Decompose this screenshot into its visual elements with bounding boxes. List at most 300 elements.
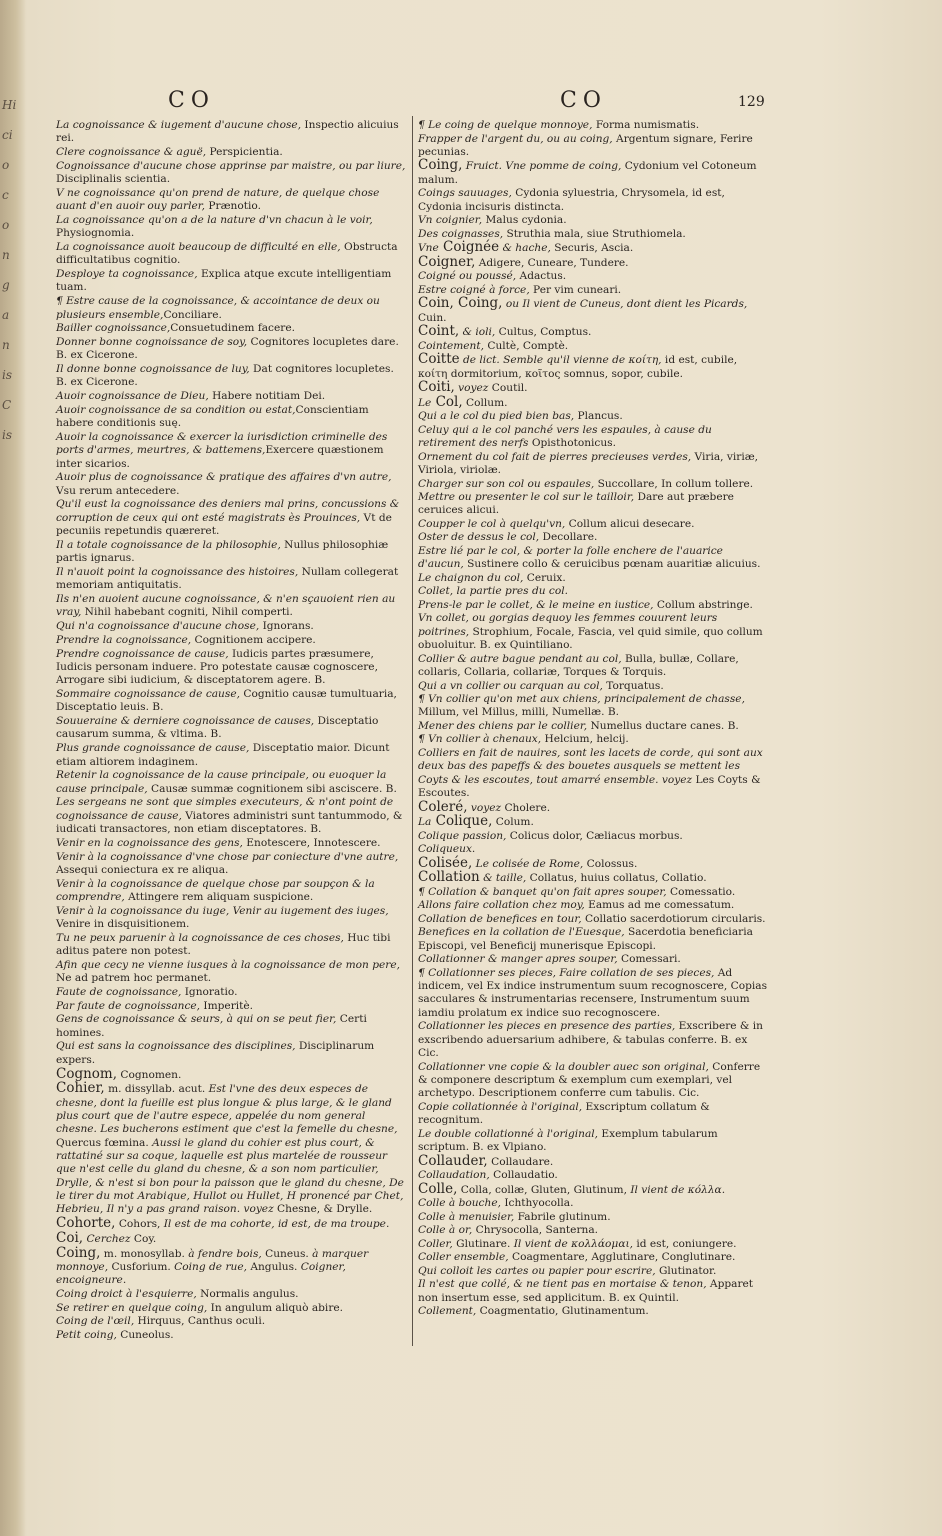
dictionary-entry: [418, 119, 768, 132]
headword: Colisée,: [418, 854, 473, 871]
spine-fragment: C: [2, 398, 12, 412]
dictionary-entry: [56, 1000, 408, 1013]
latin-text: Vt de pecuniis repetundis quæreret.: [56, 511, 392, 538]
french-text: Souueraine & derniere cognoissance de causes,: [56, 715, 315, 728]
latin-text: Disciplinalis scientia.: [56, 173, 171, 186]
latin-text: Sustinere collo & ceruicibus pœnam auaritiæ alicuius.: [463, 558, 761, 571]
headword: Coi,: [56, 1229, 84, 1246]
spine-fragment: o: [2, 218, 10, 232]
french-text: Ornement du col fait de pierres precieuses verdes,: [418, 450, 692, 463]
latin-text: Viatores administri sunt tantummodo, & iudicati transactores, non etiam disceptatores. B.: [56, 809, 403, 836]
french-text: ¶ Vn collier à chenaux,: [418, 733, 542, 746]
latin-text: Cognitionem accipere.: [191, 633, 316, 646]
french-text: Sommaire cognoissance de cause,: [56, 688, 240, 701]
dictionary-entry: [418, 531, 768, 544]
latin-text: Cuin.: [418, 311, 447, 324]
latin-text: Malus cydonia.: [482, 214, 567, 227]
french-text: Venir en la cognoissance des gens,: [56, 836, 243, 849]
dictionary-entry: [418, 1101, 768, 1128]
latin-text: Disceptatio maior. Dicunt etiam altiorem indaginem.: [56, 742, 390, 768]
latin-text: Coutil.: [488, 382, 528, 395]
dictionary-entry: [56, 471, 408, 498]
french-text: Coliqueux.: [418, 843, 476, 856]
french-text: & taille,: [479, 872, 527, 885]
dictionary-entry: [418, 270, 768, 283]
french-text: Collationner vne copie & la doubler auec son original,: [418, 1060, 709, 1073]
latin-text: Inspectio alicuius rei.: [56, 119, 399, 145]
french-text: Collation de benefices en tour,: [418, 912, 582, 925]
dictionary-entry: [418, 1197, 768, 1210]
headword: Coing,: [453, 295, 503, 312]
latin-text: Conscientiam habere conditionis suę.: [56, 403, 369, 430]
dictionary-entry: [418, 1278, 768, 1305]
french-text: Frapper de l'argent du, ou au coing,: [418, 132, 613, 145]
column-divider: [412, 116, 413, 1346]
latin-text: Helcium, helcij.: [541, 733, 629, 746]
french-text: Colle à bouche,: [418, 1197, 501, 1210]
french-text: Mener des chiens par le collier,: [418, 719, 588, 732]
french-text: ¶ Collationner ses pieces, Faire collation de ses pieces,: [418, 966, 715, 979]
dictionary-entry: [418, 381, 768, 395]
dictionary-entry: [418, 491, 768, 518]
latin-text: Securis, Ascia.: [550, 242, 634, 255]
french-text: Vne: [418, 242, 439, 255]
latin-text: Dare aut præbere ceruices alicui.: [418, 491, 734, 517]
dictionary-entry: [56, 295, 408, 322]
french-text: Colle à menuisier,: [418, 1210, 515, 1223]
latin-text: Numellus ductare canes. B.: [587, 719, 739, 732]
latin-text: m. monosyllab.: [100, 1247, 185, 1260]
latin-text: Huc tibi aditus patere non potest.: [56, 931, 391, 958]
french-text: Il est de ma cohorte, id est, de ma troupe.: [160, 1218, 390, 1231]
french-text: La cognoissance & iugement d'aucune chose,: [56, 119, 302, 131]
latin-text: Collatio sacerdotiorum circularis.: [581, 912, 766, 925]
latin-text: Les Coyts & Escoutes.: [418, 773, 761, 800]
latin-text: Succollare, In collum tollere.: [594, 477, 754, 490]
dictionary-entry: [56, 1315, 408, 1328]
latin-text: Bulla, bullæ, Collare, collaris, Collaria, collariæ, Torques & Torquis.: [418, 652, 739, 678]
latin-text: Consuetudinem facere.: [170, 322, 295, 335]
dictionary-entry: [418, 871, 768, 885]
dictionary-entry: [418, 967, 768, 1020]
french-text: Venir à la cognoissance d'vne chose par coniecture d'vne autre,: [56, 850, 399, 863]
dictionary-entry: [418, 693, 768, 720]
dictionary-entry: [418, 451, 768, 478]
french-text: Charger sur son col ou espaules,: [418, 477, 595, 490]
latin-text: Viria, viriæ, Viriola, viriolæ.: [418, 450, 759, 476]
spine-fragment: n: [2, 338, 10, 352]
dictionary-entry: [56, 1013, 408, 1040]
latin-text: Decollare.: [539, 531, 598, 544]
latin-text: Cuneus.: [261, 1247, 309, 1260]
dictionary-entry: [56, 119, 408, 146]
dictionary-entry: [56, 539, 408, 566]
page-number: 129: [738, 94, 765, 110]
headword: Coing,: [56, 1244, 101, 1261]
latin-text: Conferre & componere descriptum & exemplum cum exemplari, vel archetypo. Descriptionem conferre cum tabulis. Cic.: [418, 1060, 761, 1100]
latin-text: Exemplum tabularum scriptum. B. ex Vlpiano.: [418, 1127, 718, 1153]
dictionary-entry: [56, 851, 408, 878]
dictionary-entry: [56, 214, 408, 241]
french-text: Allons faire collation chez moy,: [418, 899, 585, 912]
latin-text: Ne ad patrem hoc permanet.: [56, 972, 212, 985]
latin-text: Collum alicui desecare.: [565, 517, 695, 530]
french-text: Tu ne peux paruenir à la cognoissance de ces choses,: [56, 931, 344, 944]
dictionary-entry: [56, 688, 408, 715]
french-text: voyez: [454, 382, 489, 395]
french-text: Aussi le gland du cohier est plus court, & rattatiné sur sa coque, laquelle est plus martelée de rousseur que n'est celle du gland du chesne, & a son nom particulier, Drylle, & n'est si bon pour la paisson que le gland du chesne, De le tirer du mot Arabique, Hullot ou Hullet, H pronencé par Chet, Hebrieu, Il n'y a pas grand raison. voyez: [56, 1136, 404, 1216]
french-text: Colliers en fait de nauires, sont les lacets de corde, qui sont aux deux bas des papeffs & des bouetes ausquels se mettent les Coyts & les escoutes, tout amarré ensemble. voyez: [418, 747, 763, 786]
dictionary-entry: [418, 410, 768, 423]
latin-text: Cognitio causæ tumultuaria, Disceptatio leuis. B.: [56, 688, 397, 714]
latin-text: Per vim cuneari.: [529, 283, 622, 296]
dictionary-entry: [418, 1251, 768, 1264]
spine-fragment: n: [2, 248, 10, 262]
dictionary-entry: [418, 1169, 768, 1182]
latin-text: Disciplinarum expers.: [56, 1040, 375, 1066]
french-text: Le chaignon du col,: [418, 571, 524, 584]
dictionary-entry: [418, 159, 768, 187]
dictionary-entry: [418, 680, 768, 693]
dictionary-entry: [56, 390, 408, 403]
latin-text: Chesne, & Drylle.: [273, 1203, 373, 1216]
latin-text: Vsu rerum antecedere.: [56, 484, 180, 497]
latin-text: Collatus, huius collatus, Collatio.: [526, 872, 707, 885]
french-text: Coller ensemble,: [418, 1251, 509, 1264]
latin-text: Cydonia syluestria, Chrysomela, id est, Cydonia incisuris distincta.: [418, 187, 725, 213]
latin-text: Normalis angulus.: [196, 1287, 299, 1300]
french-text: V ne cognoissance qu'on prend de nature, de quelque chose auant d'en auoir ouy parler,: [56, 186, 380, 213]
latin-text: Coy.: [130, 1232, 157, 1245]
dictionary-entry: [418, 572, 768, 585]
dictionary-entry: [56, 1288, 408, 1301]
latin-text: Prænotio.: [205, 200, 261, 213]
dictionary-entry: [56, 1082, 408, 1216]
french-text: Collationner & manger apres souper,: [418, 953, 618, 966]
dictionary-entry: [56, 620, 408, 633]
headword: Collauder,: [418, 1152, 488, 1169]
latin-text: Attingere rem aliquam suspicione.: [124, 890, 314, 903]
french-text: Les sergeans ne sont que simples executeurs, & n'ont point de cognoissance de cause,: [56, 796, 394, 822]
latin-text: id est, coniungere.: [633, 1237, 737, 1250]
french-text: ¶ Estre cause de la cognoissance, & accointance de deux ou plusieurs ensemble,: [56, 295, 380, 321]
dictionary-entry: [56, 1302, 408, 1315]
latin-text: Ignorans.: [259, 620, 314, 633]
latin-text: Colossus.: [583, 857, 638, 870]
latin-text: Collaudatio.: [489, 1169, 558, 1182]
latin-text: Fabrile glutinum.: [514, 1210, 611, 1223]
dictionary-entry: [56, 1217, 408, 1231]
french-text: Coigné ou poussé,: [418, 270, 517, 283]
dictionary-entry: [418, 253, 768, 270]
french-text: La cognoissance auoit beaucoup de difficulté en elle,: [56, 241, 341, 254]
dictionary-entry: [418, 1238, 768, 1251]
french-text: Venir à la cognoissance du iuge, Venir au iugement des iuges,: [56, 904, 389, 917]
dictionary-entry: [418, 545, 768, 572]
latin-text: Collaudare.: [487, 1155, 554, 1168]
spine-fragment: o: [2, 158, 10, 172]
dictionary-entry: [418, 478, 768, 491]
dictionary-entry: [56, 1040, 408, 1067]
latin-text: Iudicis partes præsumere, Iudicis personam induere. Pro potestate causæ cognoscere, Arrogare sibi iudicium, & disceptatorem agere. B.: [56, 647, 378, 687]
dictionary-entry: [56, 241, 408, 268]
latin-text: Dat cognitores locupletes. B. ex Cicerone.: [56, 363, 394, 389]
dictionary-entry: [418, 926, 768, 953]
french-text: Faute de cognoissance,: [56, 985, 182, 998]
headword: Collation: [418, 869, 480, 886]
dictionary-entry: [56, 634, 408, 647]
dictionary-entry: [418, 653, 768, 680]
french-text: Collier & autre bague pendant au col,: [418, 652, 622, 665]
french-text: Auoir la cognoissance & exercer la iurisdiction criminelle des ports d'armes, meurtres, & battemens,: [56, 430, 388, 457]
french-text: Bailler cognoissance,: [56, 322, 171, 335]
french-text: Gens de cognoissance & seurs, à qui on se peut fier,: [56, 1013, 337, 1026]
latin-text: Cultus, Comptus.: [495, 326, 592, 339]
dictionary-entry: [418, 599, 768, 612]
latin-text: Nullus philosophiæ partis ignarus.: [56, 538, 389, 565]
french-text: ¶ Collation & banquet qu'on fait apres souper,: [418, 885, 667, 898]
latin-text: Sacerdotia beneficiaria Episcopi, vel Beneficij munerisque Episcopi.: [418, 926, 753, 952]
french-text: Ils n'en auoient aucune cognoissance, & n'en sçauoient rien au vray,: [56, 593, 396, 619]
dictionary-entry: [418, 518, 768, 531]
french-text: Il vient de κόλλα.: [626, 1183, 726, 1196]
latin-text: Torquatus.: [602, 679, 664, 692]
latin-text: m. dissyllab. acut.: [104, 1083, 206, 1096]
dictionary-entry: [56, 837, 408, 850]
latin-text: Perspicientia.: [206, 146, 283, 159]
dictionary-entry: [56, 404, 408, 431]
headword: Coitte: [418, 351, 460, 368]
french-text: Collet, la partie pres du col.: [418, 585, 568, 598]
latin-text: Coagmentatio, Glutinamentum.: [476, 1305, 649, 1318]
french-text: Estre coigné à force,: [418, 283, 530, 296]
dictionary-entry: [56, 905, 408, 932]
french-text: Plus grande cognoissance de cause,: [56, 742, 250, 755]
french-text: Il vient de κολλάομαι,: [510, 1237, 633, 1250]
latin-text: Explica atque excute intelligentiam tuam.: [56, 268, 392, 294]
french-text: Prendre cognoissance de cause,: [56, 647, 229, 660]
latin-text: Argentum signare, Ferire pecunias.: [418, 132, 753, 158]
french-text: & ioli,: [459, 326, 496, 339]
french-text: Le colisée de Rome,: [472, 857, 584, 870]
latin-text: Colla, collæ, Gluten, Glutinum,: [457, 1183, 627, 1196]
dictionary-entry: [418, 1211, 768, 1224]
french-text: Il donne bonne cognoissance de luy,: [56, 363, 250, 376]
latin-text: Exercere quæstionem inter sicarios.: [56, 444, 384, 470]
french-text: Coing droict à l'esquierre,: [56, 1287, 197, 1300]
dictionary-entry: [56, 268, 408, 295]
latin-text: Angulus.: [246, 1260, 298, 1273]
dictionary-entry: [418, 187, 768, 214]
latin-text: Collum abstringe.: [653, 598, 753, 611]
left-column: [56, 119, 408, 1343]
french-text: Auoir plus de cognoissance & pratique des affaires d'vn autre,: [56, 471, 392, 484]
latin-text: Cultè, Comptè.: [483, 339, 569, 352]
headword: Cohier,: [56, 1080, 105, 1097]
french-text: Petit coing,: [56, 1329, 117, 1342]
latin-text: Coagmentare, Agglutinare, Conglutinare.: [508, 1251, 736, 1264]
latin-text: Opisthotonicus.: [528, 437, 616, 450]
french-text: Coigner, encoigneure.: [56, 1260, 346, 1287]
french-text: Des coignasses,: [418, 227, 504, 240]
dictionary-entry: [56, 1329, 408, 1342]
french-text: Qui est sans la cognoissance des disciplines,: [56, 1040, 296, 1053]
latin-text: Millum, vel Millus, milli, Numellæ. B.: [418, 706, 619, 719]
headword: Coing,: [418, 157, 463, 174]
french-text: Cointement,: [418, 339, 484, 352]
headword: Cognom,: [56, 1065, 118, 1082]
french-text: Collement,: [418, 1305, 477, 1318]
french-text: Celuy qui a le col panché vers les espaules, à cause du retirement des nerfs: [418, 423, 712, 450]
french-text: Prens-le par le collet, & le meine en iustice,: [418, 598, 654, 611]
latin-text: Physiognomia.: [56, 227, 135, 240]
latin-text: Apparet non insertum esse, sed applicitum. B. ex Quintil.: [418, 1278, 754, 1304]
latin-text: Enotescere, Innotescere.: [242, 836, 381, 849]
headword: Col,: [431, 393, 463, 410]
dictionary-entry: [418, 720, 768, 733]
spine-fragment: ci: [2, 128, 13, 142]
dictionary-entry: [56, 932, 408, 959]
french-text: de lict. Semble qu'il vienne de κοίτη,: [459, 354, 662, 367]
latin-text: Colicus dolor, Cæliacus morbus.: [506, 829, 683, 842]
latin-text: Adactus.: [516, 270, 567, 283]
dictionary-entry: [418, 733, 768, 746]
latin-text: Ceruix.: [523, 571, 566, 584]
french-text: Benefices en la collation de l'Euesque,: [418, 926, 625, 939]
french-text: Coings sauuages,: [418, 187, 512, 200]
latin-text: Habere notitiam Dei.: [208, 390, 326, 403]
dictionary-entry: [56, 498, 408, 538]
latin-text: Cohors,: [115, 1218, 161, 1231]
latin-text: Eamus ad me comessatum.: [584, 899, 735, 912]
dictionary-entry: [418, 1265, 768, 1278]
latin-text: Cuneolus.: [116, 1329, 174, 1342]
dictionary-entry: [418, 1020, 768, 1060]
french-text: La cognoissance qu'on a de la nature d'vn chacun à le voir,: [56, 213, 373, 226]
dictionary-entry: [56, 363, 408, 390]
dictionary-entry: [418, 1224, 768, 1237]
dictionary-entry: [418, 133, 768, 160]
headword: Coin,: [418, 295, 454, 312]
dictionary-entry: [418, 393, 768, 410]
latin-text: Ichthyocolla.: [500, 1197, 574, 1210]
dictionary-entry: [56, 1244, 408, 1288]
dictionary-entry: [418, 340, 768, 353]
dictionary-entry: [56, 959, 408, 986]
spine-fragment: a: [2, 308, 10, 322]
french-text: Coupper le col à quelqu'vn,: [418, 517, 566, 530]
latin-text: Colum.: [492, 816, 534, 829]
dictionary-entry: [418, 1128, 768, 1155]
french-text: Fruict. Vne pomme de coing,: [462, 160, 622, 173]
latin-text: In angulum aliquò abire.: [207, 1301, 344, 1314]
dictionary-entry: [418, 1061, 768, 1101]
latin-text: Exscribere & in exscribendo aduersarium adhibere, & tabulas conferre. B. ex Cic.: [418, 1020, 763, 1059]
dictionary-entry: [56, 878, 408, 905]
latin-text: Ignoratio.: [181, 985, 238, 998]
dictionary-entry: [418, 830, 768, 843]
latin-text: Adigere, Cuneare, Tundere.: [475, 256, 629, 269]
latin-text: Chrysocolla, Santerna.: [472, 1224, 599, 1237]
french-text: Qui a vn collier ou carquan au col,: [418, 679, 603, 692]
headword: Coleré,: [418, 798, 468, 815]
french-text: Il n'auoit point la cognoissance des histoires,: [56, 565, 299, 578]
french-text: Collationner les pieces en presence des parties,: [418, 1020, 676, 1033]
french-text: Le double collationné à l'original,: [418, 1127, 599, 1140]
latin-text: Assequi coniectura ex re aliqua.: [56, 863, 229, 876]
dictionary-entry: [56, 160, 408, 187]
latin-text: Obstructa difficultatibus cognitio.: [56, 241, 398, 267]
latin-text: Cydonium vel Cotoneum malum.: [418, 160, 757, 186]
french-text: ou: [502, 298, 520, 311]
latin-text: Nihil habebant cogniti, Nihil comperti.: [81, 606, 293, 619]
french-text: Venir à la cognoissance de quelque chose par soupçon & la comprendre,: [56, 877, 375, 903]
french-text: Auoir cognoissance de sa condition ou estat,: [56, 403, 296, 416]
latin-text: Nullam collegerat memoriam antiquitatis.: [56, 565, 399, 592]
french-text: Clere cognoissance & aguë,: [56, 146, 207, 159]
french-text: Cerchez: [83, 1232, 131, 1245]
french-text: Qui a le col du pied bien bas,: [418, 410, 575, 423]
dictionary-entry: [56, 1229, 408, 1246]
dictionary-entry: [418, 1180, 768, 1197]
running-head-left: CO: [168, 88, 215, 113]
latin-text: Comessari.: [617, 953, 681, 966]
page-gutter: [0, 0, 26, 1536]
dictionary-entry: [56, 322, 408, 335]
dictionary-entry: [56, 769, 408, 796]
latin-text: Disceptatio causarum summa, & vltima. B.: [56, 715, 379, 741]
french-text: Il a totale cognoissance de la philosophie,: [56, 538, 281, 551]
latin-text: Ad indicem, vel Ex indice instrumentum suum recognoscere, Copias sacculares & instrumentarias recensere, Instrumentum suum iamdiu prolatum ex indice suo recognoscere.: [418, 966, 768, 1019]
french-text: ¶ Le coing de quelque monnoye,: [418, 119, 593, 131]
french-text: Copie collationnée à l'original,: [418, 1100, 583, 1113]
headword: Coigner,: [418, 253, 476, 270]
latin-text: Comessatio.: [666, 885, 736, 898]
french-text: & hache,: [499, 242, 551, 255]
latin-text: Hirquus, Canthus oculi.: [134, 1315, 266, 1328]
latin-text: Cholere.: [501, 801, 551, 814]
french-text: Desploye ta cognoissance,: [56, 268, 198, 281]
spine-fragments: [2, 90, 22, 450]
headword: Coint,: [418, 323, 460, 340]
french-text: Vn collet, ou gorgias dequoy les femmes couurent leurs poitrines,: [418, 612, 718, 638]
french-text: Coing de rue,: [170, 1260, 247, 1273]
dictionary-entry: [418, 297, 768, 325]
french-text: Qui colloit les cartes ou papier pour escrire,: [418, 1264, 656, 1277]
spine-fragment: Hi: [2, 98, 17, 112]
dictionary-entry: [418, 747, 768, 800]
latin-text: Exscriptum collatum & recognitum.: [418, 1100, 710, 1127]
french-text: voyez: [467, 801, 502, 814]
dictionary-entry: [56, 1065, 408, 1082]
french-text: Prendre la cognoissance,: [56, 633, 192, 646]
headword: Cohorte,: [56, 1215, 116, 1232]
spine-fragment: c: [2, 188, 9, 202]
dictionary-entry: [418, 1305, 768, 1318]
dictionary-entry: [418, 913, 768, 926]
french-text: La: [418, 816, 432, 829]
latin-text: Plancus.: [574, 410, 623, 423]
latin-text: Cognitores locupletes dare. B. ex Cicerone.: [56, 336, 399, 362]
running-head-right: CO: [560, 88, 607, 113]
spine-fragment: is: [2, 368, 12, 382]
right-column: [418, 119, 768, 1319]
dictionary-entry: [56, 715, 408, 742]
latin-text: Forma numismatis.: [592, 119, 700, 131]
latin-text: Causæ summæ cognitionem sibi asciscere. B.: [147, 782, 397, 795]
latin-text: Cognomen.: [117, 1068, 182, 1081]
spine-fragment: is: [2, 428, 12, 442]
